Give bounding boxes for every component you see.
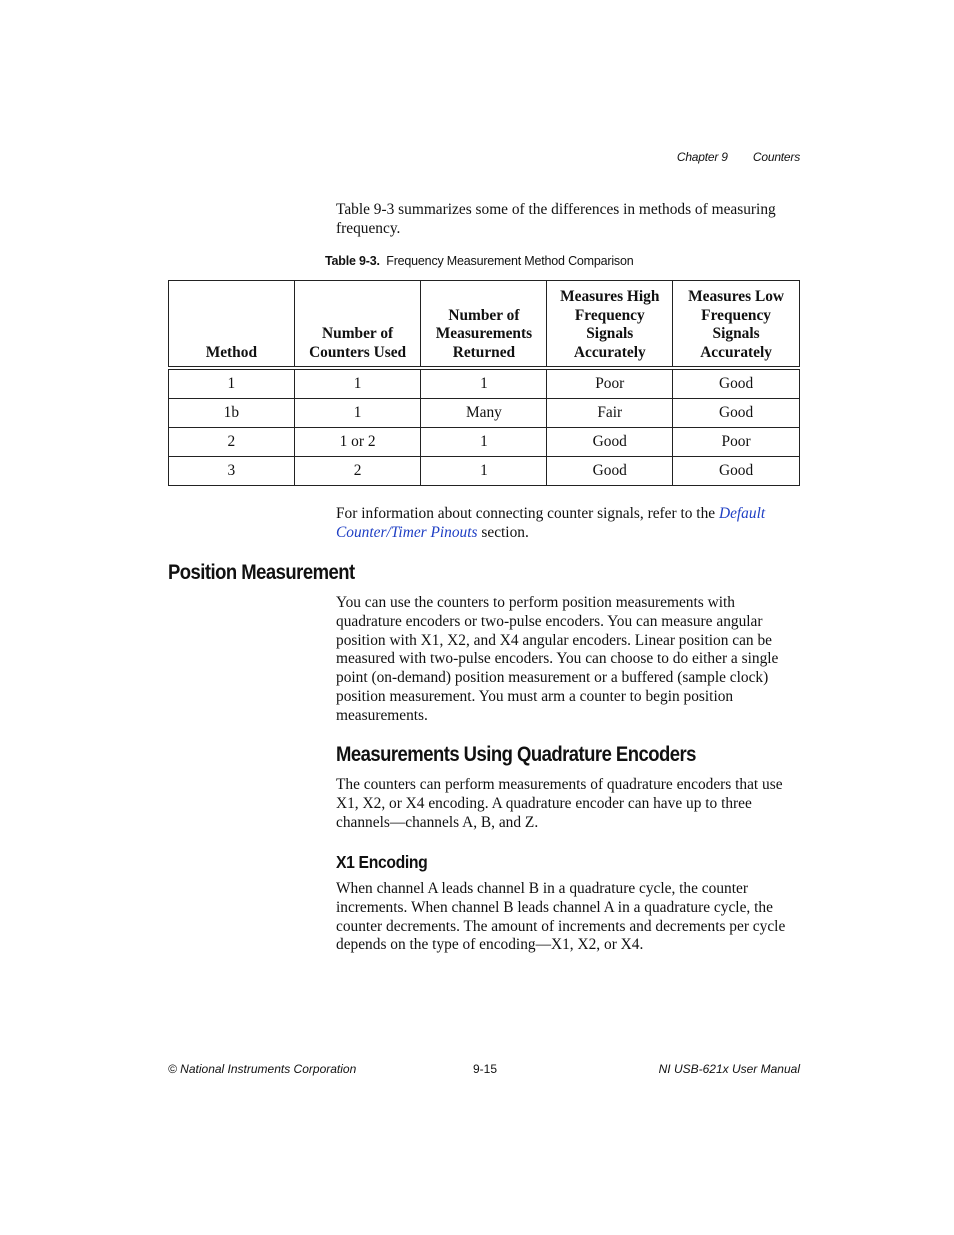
table-row bbox=[169, 370, 800, 399]
table-cell: 2 bbox=[294, 457, 421, 486]
section-label: Counters bbox=[752, 150, 800, 164]
table-cell: 1 bbox=[294, 399, 421, 428]
header-measurements-returned: Number of Measurements Returned bbox=[421, 281, 547, 367]
table-caption bbox=[325, 254, 633, 268]
chapter-label: Chapter 9 bbox=[676, 150, 728, 164]
header-counters-used: Number of Counters Used bbox=[294, 281, 421, 367]
table-caption-title: Frequency Measurement Method Comparison bbox=[386, 254, 634, 268]
header-low-frequency: Measures Low Frequency Signals Accurately bbox=[673, 281, 800, 367]
x1-encoding-heading: X1 Encoding bbox=[336, 852, 428, 872]
footer-copyright: © National Instruments Corporation bbox=[168, 1062, 357, 1076]
header-method: Method bbox=[169, 281, 295, 367]
table-cell: Good bbox=[673, 457, 800, 486]
pinouts-link[interactable]: Default Counter/Timer Pinouts bbox=[336, 505, 766, 541]
quadrature-encoders-heading: Measurements Using Quadrature Encoders bbox=[336, 743, 696, 766]
footer-page-number: 9-15 bbox=[473, 1062, 498, 1076]
table-cell: 1 or 2 bbox=[294, 428, 421, 457]
quadrature-encoders-paragraph: The counters can perform measurements of quadrature encoders that use X1, X2, or X4 encoding. A quadrature encoder can have up to three channels—channels A, B, and Z. bbox=[336, 776, 783, 831]
x1-encoding-paragraph: When channel A leads channel B in a quadrature cycle, the counter increments. When channel B leads channel A in a quadrature cycle, the counter decrements. The amount of increments and decrements per cycle depends on the type of encoding—X1, X2, or X4. bbox=[336, 880, 786, 954]
info-text-after: section. bbox=[477, 523, 529, 541]
table-cell: 1 bbox=[421, 428, 547, 457]
footer-manual-title: NI USB-621x User Manual bbox=[658, 1062, 800, 1076]
table-cell: Good bbox=[547, 457, 673, 486]
table-row bbox=[169, 428, 800, 457]
header-high-frequency: Measures High Frequency Signals Accurately bbox=[547, 281, 673, 367]
position-measurement-paragraph: You can use the counters to perform position measurements with quadrature encoders or two-pulse encoders. You can measure angular position with X1, X2, and X4 angular encoders. Linear position can be measured with two-pulse encoders. You can choose to do either a single point (on-demand) position measurement or a buffered (sample clock) position measurement. You must arm a counter to begin position measurements. bbox=[336, 594, 779, 724]
table-cell: Poor bbox=[673, 428, 800, 457]
frequency-comparison-table bbox=[168, 280, 800, 486]
table-cell: Good bbox=[547, 428, 673, 457]
table-cell: Good bbox=[673, 399, 800, 428]
table-cell: 1 bbox=[421, 457, 547, 486]
table-caption-label: Table 9-3. bbox=[325, 254, 380, 268]
table-cell: Poor bbox=[547, 370, 673, 399]
table-cell: Fair bbox=[547, 399, 673, 428]
position-measurement-heading: Position Measurement bbox=[168, 561, 355, 584]
table-cell: Good bbox=[673, 370, 800, 399]
table-row bbox=[169, 457, 800, 486]
table-row bbox=[169, 399, 800, 428]
table-cell: 1 bbox=[169, 370, 295, 399]
table-cell: 1 bbox=[294, 370, 421, 399]
info-paragraph bbox=[336, 505, 798, 543]
table-cell: 3 bbox=[169, 457, 295, 486]
table-cell: 1 bbox=[421, 370, 547, 399]
table-cell: 1b bbox=[169, 399, 295, 428]
table-header-row bbox=[169, 281, 800, 367]
table-cell: Many bbox=[421, 399, 547, 428]
info-text-before: For information about connecting counter signals, refer to the bbox=[336, 505, 719, 522]
running-header bbox=[677, 150, 800, 164]
intro-paragraph: Table 9-3 summarizes some of the differences in methods of measuring frequency. bbox=[336, 201, 776, 237]
table-cell: 2 bbox=[169, 428, 295, 457]
